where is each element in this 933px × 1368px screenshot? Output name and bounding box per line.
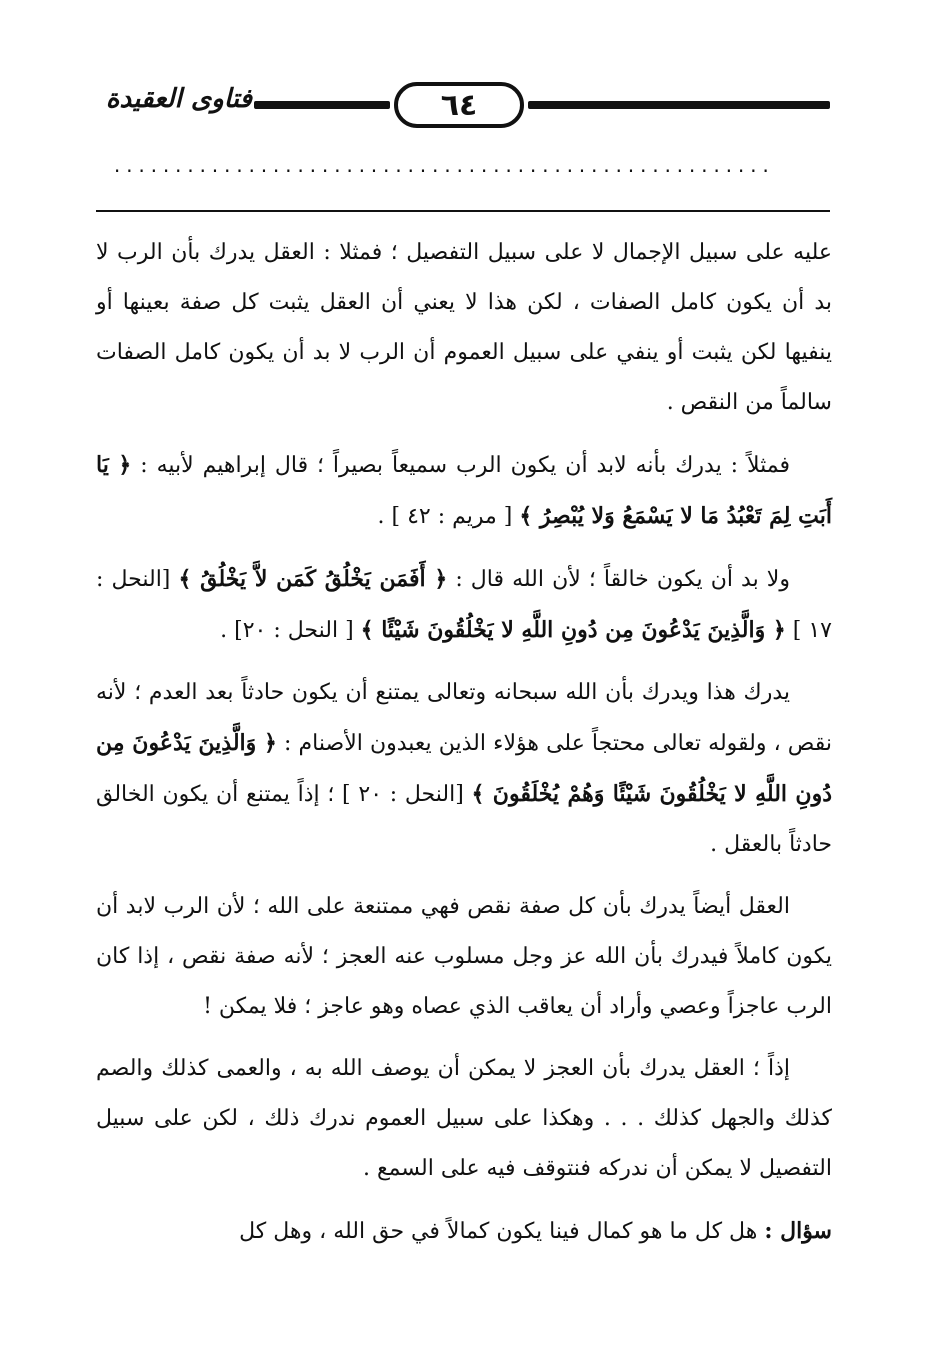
quran-verse: ﴿ أَفَمَن يَخْلُقُ كَمَن لاَّ يَخْلُقُ ﴾	[178, 566, 448, 592]
paragraph-6	[96, 1044, 832, 1194]
question-label: سؤال :	[764, 1218, 832, 1244]
page-header	[96, 70, 830, 140]
quran-verse: ﴿ يَا أَبَتِ لِمَ تَعْبُدُ مَا لا يَسْمَعُ وَلا يُبْصِرُ ﴾	[96, 452, 832, 529]
paragraph-text: [النحل : ٢٠ ] ؛ إذاً يمتنع أن يكون الخالق حادثاً بالعقل .	[96, 782, 832, 857]
paragraph-text: ولا بد أن يكون خالقاً ؛ لأن الله قال :	[447, 567, 790, 592]
paragraph-text: يدرك هذا ويدرك بأن الله سبحانه وتعالى يمتنع أن يكون حادثاً بعد العدم ؛ لأنه نقص ، ولقوله تعالى محتجاً على هؤلاء الذين يعبدون الأصنام :	[96, 680, 832, 756]
paragraph-4	[96, 668, 832, 870]
paragraph-text: هل كل ما هو كمال فينا يكون كمالاً في حق الله ، وهل كل	[239, 1219, 765, 1244]
quran-verse: ﴿ وَالَّذِينَ يَدْعُونَ مِن دُونِ اللَّهِ لا يَخْلُقُونَ شَيْئًا وَهُمْ يُخْلَقُونَ ﴾	[96, 730, 832, 807]
paragraph-2	[96, 440, 832, 542]
verse-reference: [النحل : ١٧ ]	[96, 567, 832, 643]
header-divider-line	[96, 210, 830, 212]
paragraph-text: العقل أيضاً يدرك بأن كل صفة نقص فهي ممتنعة على الله ؛ لأن الرب لابد أن يكون كاملاً فيدرك بأن الله عز وجل مسلوب عنه العجز ؛ لأنه صفة نقص ، إذا كان الرب عاجزاً وعصي وأراد أن يعاقب الذي عصاه وهو عاجز ؛ فلا يمكن !	[96, 894, 832, 1019]
paragraph-3	[96, 554, 832, 656]
page-number-text: ٦٤	[440, 87, 478, 123]
verse-reference: [ النحل : ٢٠] .	[220, 618, 361, 643]
dotted-separator: ......................................................	[112, 160, 773, 174]
page-number	[394, 82, 524, 128]
quran-verse: ﴿ وَالَّذِينَ يَدْعُونَ مِن دُونِ اللَّهِ لا يَخْلُقُونَ شَيْئًا ﴾	[360, 617, 786, 643]
header-rule-right	[528, 101, 830, 109]
book-title: فتاوى العقيدة	[105, 84, 252, 114]
paragraph-text: فمثلاً : يدرك بأنه لابد أن يكون الرب سميعاً بصيراً ؛ قال إبراهيم لأبيه :	[131, 453, 790, 478]
paragraph-1	[96, 228, 832, 428]
header-rule-left	[254, 101, 390, 109]
paragraph-text: إذاً ؛ العقل يدرك بأن العجز لا يمكن أن يوصف الله به ، والعمى كذلك والصم كذلك والجهل كذلك . . . وهكذا على سبيل العموم ندرك ذلك ، لكن على سبيل التفصيل لا يمكن أن ندركه فنتوقف فيه على السمع .	[96, 1056, 832, 1181]
question-paragraph	[96, 1206, 832, 1257]
verse-reference: [ مريم : ٤٢ ] .	[377, 504, 520, 529]
paragraph-5	[96, 882, 832, 1032]
page-body	[96, 228, 832, 1269]
paragraph-text: عليه على سبيل الإجمال لا على سبيل التفصيل ؛ فمثلا : العقل يدرك بأن الرب لا بد أن يكون كامل الصفات ، لكن هذا لا يعني أن العقل يثبت كل صفة بعينها أو ينفيها لكن يثبت أو ينفي على سبيل العموم أن الرب لا بد أن يكون كامل الصفات سالماً من النقص .	[96, 240, 832, 415]
